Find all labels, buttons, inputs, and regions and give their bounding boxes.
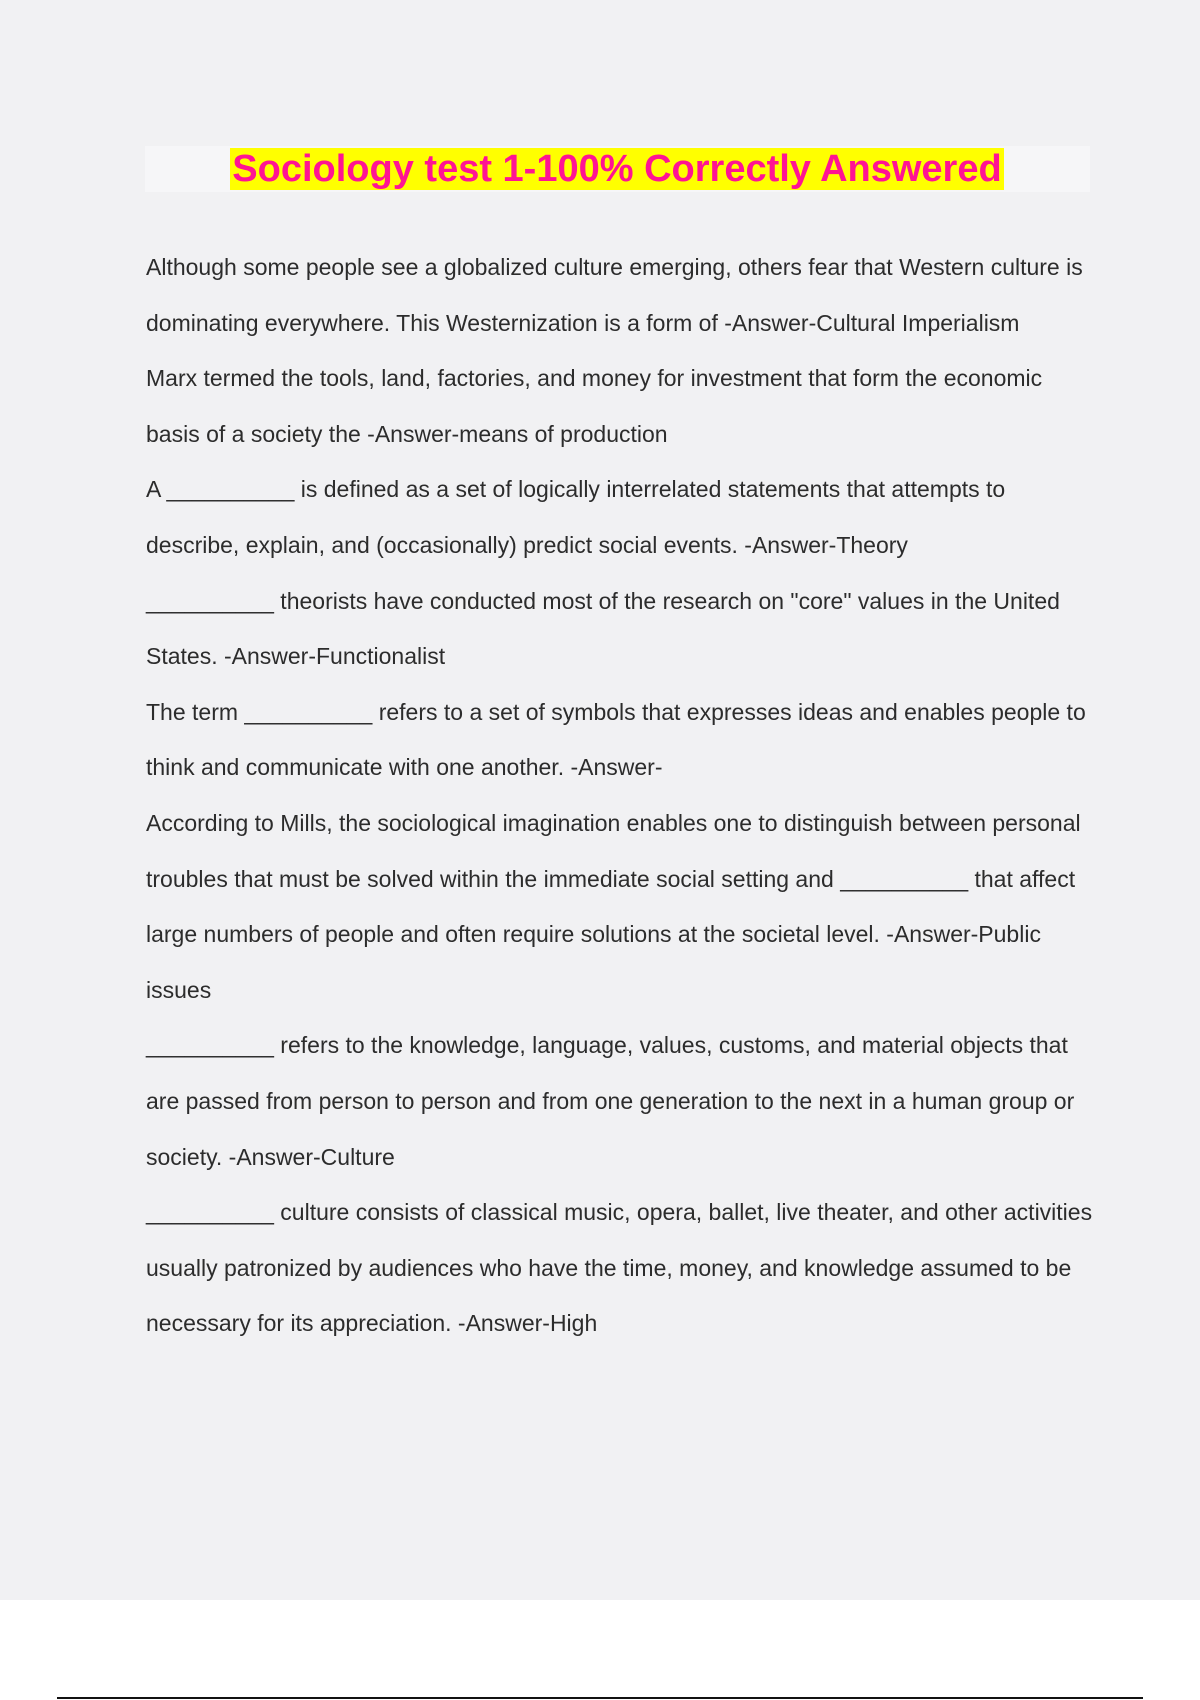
qa-item: __________ theorists have conducted most of the research on "core" values in the United States. -Answer-Functionalist (146, 587, 1060, 670)
qa-item: A __________ is defined as a set of logically interrelated statements that attempts to describe, explain, and (occasionally) predict social events. -Answer-Theory (146, 476, 1006, 558)
title-highlight: Sociology test 1-100% Correctly Answered (232, 148, 1002, 190)
qa-item: __________ refers to the knowledge, language, values, customs, and material objects that are passed from person to person and from one generation to the next in a human group or society. -Answer-Culture (146, 1032, 1075, 1170)
qa-item: Although some people see a globalized culture emerging, others fear that Western culture is dominating everywhere. This Westernization is a form of -Answer-Cultural Imperialism (146, 254, 1083, 336)
page-title (0, 146, 1200, 192)
qa-item: __________ culture consists of classical music, opera, ballet, live theater, and other activities usually patronized by audiences who have the time, money, and knowledge assumed to be necessary for its appreciation. -Answer-High (146, 1199, 1093, 1337)
footer-divider (57, 1697, 1143, 1699)
qa-item: According to Mills, the sociological imagination enables one to distinguish between personal troubles that must be solved within the immediate social setting and __________ that affect large numbers of people and often require solutions at the societal level. -Answer-Public issues (146, 809, 1081, 1003)
qa-list (146, 240, 1096, 1352)
qa-item: Marx termed the tools, land, factories, and money for investment that form the economic basis of a society the -Answer-means of production (146, 365, 1043, 447)
qa-item: The term __________ refers to a set of symbols that expresses ideas and enables people to think and communicate with one another. -Answer- (146, 698, 1086, 781)
